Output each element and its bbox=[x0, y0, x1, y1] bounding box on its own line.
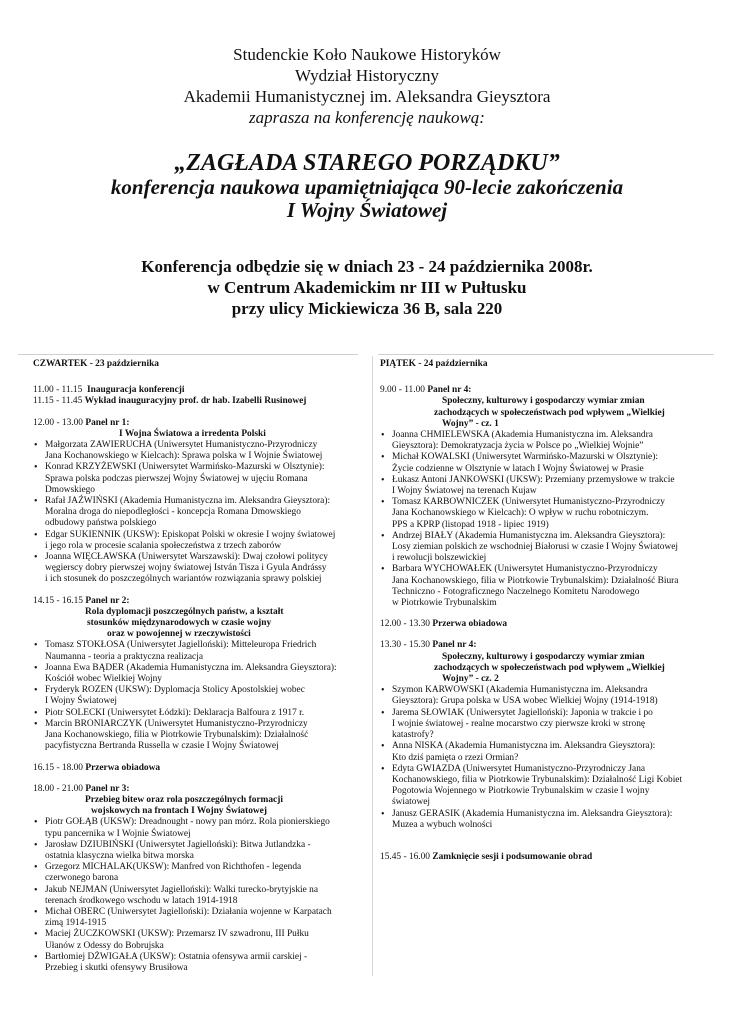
presentation-list bbox=[380, 685, 694, 831]
invitation-line: zaprasza na konferencję naukową: bbox=[249, 108, 485, 127]
panel-heading bbox=[33, 596, 365, 607]
friday-column bbox=[380, 359, 694, 863]
divider bbox=[18, 354, 358, 355]
list-item: • Barbara WYCHOWAŁEK (Uniwersytet Humanistyczno-Przyrodniczy Jana Kochanowskiego, filia w Piotrkowie Trybunalskim): Działalność Biura Techniczno - Fotograficznego Naczelnego Komitetu Narodowego w Piotrkowie Trybunalskim bbox=[380, 564, 694, 609]
time: 16.15 - 18.00 bbox=[33, 762, 83, 773]
column-divider bbox=[372, 356, 373, 976]
time: 12.00 - 13.00 bbox=[33, 417, 83, 428]
list-item: • Konrad KRZYŻEWSKI (Uniwersytet Warmińsko-Mazurski w Olsztynie): Sprawa polska podczas pierwszej Wojny Światowej w ujęciu Romana Dmowskiego bbox=[33, 462, 365, 496]
list-item: • Piotr GOŁĄB (UKSW): Dreadnought - nowy pan mórz. Rola pionierskiego typu pancernika w I Wojnie Światowej bbox=[33, 817, 365, 839]
list-item: • Michał OBERC (Uniwersytet Jagielloński): Działania wojenne w Karpatach zimą 1914-1915 bbox=[33, 907, 365, 929]
panel-subtitle: Przebieg bitew oraz rola poszczególnych formacji wojskowych na frontach I Wojny Światowej bbox=[85, 794, 283, 817]
list-item: • Łukasz Antoni JANKOWSKI (UKSW): Przemiany przemysłowe w trakcie I Wojny Światowej na terenach Kujaw bbox=[380, 475, 694, 497]
panel-subtitle: Rola dyplomacji poszczególnych państw, a kształt stosunków międzynarodowych w czasie wojny oraz w powojennej w rzeczywistości bbox=[85, 606, 284, 640]
venue-block bbox=[0, 256, 734, 319]
list-item: • Jarema SŁOWIAK (Uniwersytet Jagielloński): Japonia w trakcie i po I wojnie światowej - realne mocarstwo czy pierwsze kroki w stronę katastrofy? bbox=[380, 708, 694, 742]
list-item: • Rafał JAŹWIŃSKI (Akademia Humanistyczna im. Aleksandra Gieysztora): Moralna droga do niepodległości - koncepcja Romana Dmowskiego odbudowy państwa polskiego bbox=[33, 496, 365, 530]
panel-label: Panel nr 1: bbox=[85, 417, 130, 428]
list-item: • Andrzej BIAŁY (Akademia Humanistyczna im. Aleksandra Gieysztora): Losy ziemian polskich ze wschodniej Białorusi w czasie I Wojny Światowej i rewolucji bolszewickiej bbox=[380, 531, 694, 565]
panel-label: Panel nr 2: bbox=[85, 595, 130, 606]
list-item: • Tomasz STOKŁOSA (Uniwersytet Jagielloński): Mitteleuropa Friedrich Naumanna - teoria a praktyczna realizacja bbox=[33, 640, 365, 662]
list-item: • Anna NISKA (Akademia Humanistyczna im. Aleksandra Gieysztora): Kto dziś pamięta o rzezi Ormian? bbox=[380, 741, 694, 763]
list-item: • Joanna CHMIELEWSKA (Akademia Humanistyczna im. Aleksandra Gieysztora): Demokratyzacja życia w Polsce po „Wielkiej Wojnie” bbox=[380, 430, 694, 452]
list-item: • Małgorzata ZAWIERUCHA (Uniwersytet Humanistyczno-Przyrodniczy Jana Kochanowskiego w Kielcach): Sprawa polska w I Wojnie Światowej bbox=[33, 440, 365, 462]
list-item: • Fryderyk ROZEN (UKSW): Dyplomacja Stolicy Apostolskiej wobec I Wojny Światowej bbox=[33, 685, 365, 707]
panel-heading bbox=[33, 784, 365, 795]
list-item: • Marcin BRONIARCZYK (Uniwersytet Humanistyczno-Przyrodniczy Jana Kochanowskiego, filia w Piotrkowie Trybunalskim): Działalność pacyfistyczna Bertranda Russella w czasie I Wojny Światowej bbox=[33, 719, 365, 753]
schedule-entry bbox=[380, 852, 694, 863]
title-subtitle: I Wojny Światowej bbox=[286, 198, 448, 222]
list-item: • Joanna Ewa BĄDER (Akademia Humanistyczna im. Aleksandra Gieysztora): Kościół wobec Wielkiej Wojny bbox=[33, 663, 365, 685]
organizer-line: Akademii Humanistycznej im. Aleksandra Gieysztora bbox=[183, 87, 551, 106]
day-heading: CZWARTEK - 23 października bbox=[33, 359, 159, 369]
time: 18.00 - 21.00 bbox=[33, 783, 83, 794]
event: Przerwa obiadowa bbox=[85, 762, 161, 773]
schedule-entry bbox=[380, 619, 694, 630]
list-item: • Janusz GERASIK (Akademia Humanistyczna im. Aleksandra Gieysztora): Muzea a wybuch wolności bbox=[380, 809, 694, 831]
time: 14.15 - 16.15 bbox=[33, 595, 83, 606]
list-item: • Maciej ŻUCZKOWSKI (UKSW): Przemarsz IV szwadronu, III Pułku Ułanów z Odessy do Bobrujska bbox=[33, 929, 365, 951]
event: Zamknięcie sesji i podsumowanie obrad bbox=[432, 851, 593, 862]
venue-line: w Centrum Akademickim nr III w Pułtusku bbox=[207, 278, 527, 297]
title-subtitle: konferencja naukowa upamiętniająca 90-lecie zakończenia bbox=[110, 175, 624, 199]
panel-label: Panel nr 4: bbox=[432, 640, 477, 651]
panel-subtitle: Społeczny, kulturowy i gospodarczy wymiar zmian zachodzących w społeczeństwach pod wpływem „Wielkiej Wojny” - cz. 2 bbox=[434, 651, 665, 685]
time: 12.00 - 13.30 bbox=[380, 619, 430, 630]
conference-title bbox=[0, 150, 734, 222]
schedule-entry bbox=[33, 385, 365, 396]
time: 13.30 - 15.30 bbox=[380, 640, 430, 651]
presentation-list bbox=[380, 430, 694, 609]
thursday-column bbox=[33, 359, 365, 974]
list-item: • Michał KOWALSKI (Uniwersytet Warmińsko-Mazurski w Olsztynie): Życie codzienne w Olsztynie w latach I Wojny Światowej w Prasie bbox=[380, 452, 694, 474]
event: Przerwa obiadowa bbox=[432, 619, 508, 630]
organizer-line: Studenckie Koło Naukowe Historyków bbox=[233, 45, 501, 64]
schedule-entry bbox=[33, 763, 365, 774]
list-item: • Joanna WIĘCŁAWSKA (Uniwersytet Warszawski): Dwaj czołowi politycy węgierscy dobry pierwszej wojny światowej István Tisza i Gyula Andrássy i ich stosunek do poszczególnych wariantów rozwiązania sprawy polskiej bbox=[33, 552, 365, 586]
presentation-list bbox=[33, 440, 365, 586]
panel-subtitle: Społeczny, kulturowy i gospodarczy wymiar zmian zachodzących w społeczeństwach pod wpływem „Wielkiej Wojny” - cz. 1 bbox=[434, 396, 665, 429]
panel-subtitle: I Wojna Światowa a irredenta Polski bbox=[119, 428, 266, 439]
organizer-block bbox=[0, 44, 734, 128]
schedule-entry bbox=[33, 396, 365, 407]
title-main: „ZAGŁADA STAREGO PORZĄDKU” bbox=[174, 150, 560, 176]
venue-line: Konferencja odbędzie się w dniach 23 - 24 października 2008r. bbox=[141, 257, 593, 276]
divider bbox=[378, 354, 714, 355]
list-item: • Tomasz KARBOWNICZEK (Uniwersytet Humanistyczno-Przyrodniczy Jana Kochanowskiego w Kielcach): O wpływ w ruchu robotniczym. PPS a KPRP (listopad 1918 - lipiec 1919) bbox=[380, 497, 694, 531]
list-item: • Szymon KARWOWSKI (Akademia Humanistyczna im. Aleksandra Gieysztora): Grupa polska w USA wobec Wielkiej Wojny (1914-1918) bbox=[380, 685, 694, 707]
day-heading: PIĄTEK - 24 października bbox=[380, 359, 488, 369]
panel-heading bbox=[33, 418, 365, 429]
list-item: • Edyta GWIAZDA (Uniwersytet Humanistyczno-Przyrodniczy Jana Kochanowskiego, filia w Piotrkowie Trybunalskim): Działalność Ligi Kobiet Pogotowia Wojennego w Piotrkowie Trybunalskim w czasie I wojny światowej bbox=[380, 764, 694, 809]
presentation-list bbox=[33, 640, 365, 752]
time: 15.45 - 16.00 bbox=[380, 851, 430, 862]
list-item: • Edgar SUKIENNIK (UKSW): Episkopat Polski w okresie I wojny światowej i jego rola w procesie scalania społeczeństwa z trzech zaborów bbox=[33, 530, 365, 552]
event: Inauguracja konferencji bbox=[87, 385, 185, 396]
presentation-list bbox=[33, 817, 365, 974]
time: 11.00 - 11.15 bbox=[33, 385, 83, 396]
panel-label: Panel nr 4: bbox=[427, 385, 472, 396]
list-item: • Bartłomiej DŻWIGAŁA (UKSW): Ostatnia ofensywa armii carskiej - Przebieg i skutki ofensywy Brusiłowa bbox=[33, 952, 365, 974]
list-item: • Jarosław DZIUBIŃSKI (Uniwersytet Jagielloński): Bitwa Jutlandzka - ostatnia klasyczna wielka bitwa morska bbox=[33, 840, 365, 862]
venue-line: przy ulicy Mickiewicza 36 B, sala 220 bbox=[231, 299, 503, 318]
time: 9.00 - 11.00 bbox=[380, 385, 425, 396]
list-item: • Piotr SOLECKI (Uniwersytet Łódzki): Deklaracja Balfoura z 1917 r. bbox=[33, 708, 365, 719]
list-item: • Jakub NEJMAN (Uniwersytet Jagielloński): Walki turecko-brytyjskie na terenach środkowego wschodu w latach 1914-1918 bbox=[33, 885, 365, 907]
panel-heading bbox=[380, 385, 694, 396]
event: Wykład inauguracyjny prof. dr hab. Izabelli Rusinowej bbox=[84, 396, 307, 407]
panel-label: Panel nr 3: bbox=[85, 783, 130, 794]
panel-heading bbox=[380, 640, 694, 651]
list-item: • Grzegorz MICHALAK(UKSW): Manfred von Richthofen - legenda czerwonego barona bbox=[33, 862, 365, 884]
organizer-line: Wydział Historyczny bbox=[295, 66, 439, 85]
time: 11.15 - 11.45 bbox=[33, 396, 83, 407]
